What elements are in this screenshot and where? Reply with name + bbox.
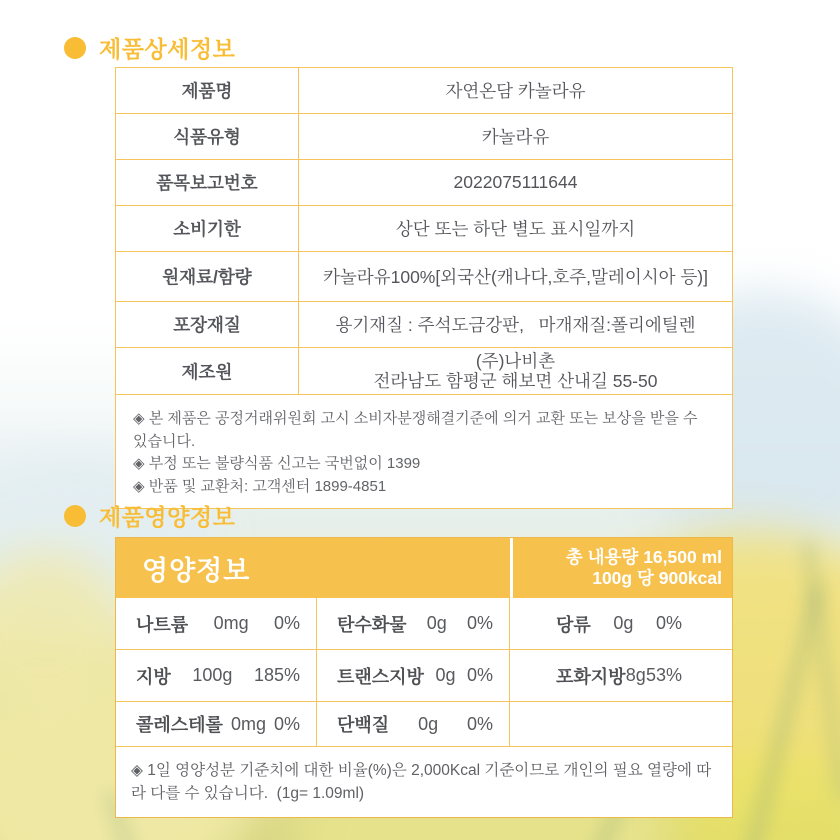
nutrient-cell: 단백질 0g 0% bbox=[317, 702, 510, 747]
row-label: 식품유형 bbox=[116, 114, 299, 159]
row-label: 포장재질 bbox=[116, 302, 299, 347]
nutrition-footnote: ◈ 1일 영양성분 기준치에 대한 비율(%)은 2,000Kcal 기준이므로 개인의 필요 열량에 따라 다를 수 있습니다. (1g= 1.09ml) bbox=[131, 762, 712, 802]
row-value: 카놀라유 bbox=[481, 127, 550, 147]
row-label: 원재료/함량 bbox=[116, 252, 299, 301]
nutrient-cell: 탄수화물 0g 0% bbox=[317, 598, 510, 650]
row-value bbox=[299, 348, 732, 394]
row-value: 2022075111644 bbox=[453, 172, 578, 192]
section-title: 제품영양정보 bbox=[99, 504, 236, 530]
section-header-product-detail bbox=[64, 31, 235, 64]
nutrition-facts-table bbox=[115, 537, 733, 818]
table-row bbox=[116, 68, 732, 114]
table-row bbox=[116, 252, 732, 302]
nutrient-cell: 포화지방 8g 53% bbox=[510, 650, 732, 702]
nutrient-cell: 지방 100g 185% bbox=[116, 650, 317, 702]
table-row bbox=[116, 160, 732, 206]
row-value: 상단 또는 하단 별도 표시일까지 bbox=[395, 219, 636, 239]
nutrient-cell: 콜레스테롤 0mg 0% bbox=[116, 702, 317, 747]
section-bullet-icon bbox=[64, 505, 86, 527]
table-row bbox=[116, 114, 732, 160]
total-volume: 총 내용량 16,500 ml bbox=[565, 547, 722, 567]
note-line: ◈ 본 제품은 공정거래위원회 고시 소비자분쟁해결기준에 의거 교환 또는 보상을 받을 수 있습니다. bbox=[133, 410, 698, 450]
section-bullet-icon bbox=[64, 37, 86, 59]
row-value: 자연온담 카놀라유 bbox=[445, 81, 586, 101]
table-row bbox=[116, 206, 732, 252]
nutrient-cell: 당류 0g 0% bbox=[510, 598, 732, 650]
product-notes bbox=[116, 395, 732, 508]
section-header-nutrition bbox=[64, 499, 235, 532]
calories-per-100g: 100g 당 900kcal bbox=[592, 568, 722, 588]
manufacturer-name: (주)나비촌 bbox=[475, 351, 556, 371]
note-line: ◈ 반품 및 교환처: 고객센터 1899-4851 bbox=[133, 477, 387, 495]
nutrition-grid bbox=[116, 598, 732, 747]
row-label: 품목보고번호 bbox=[116, 160, 299, 205]
row-value: 용기재질 : 주석도금강판, 마개재질:폴리에틸렌 bbox=[335, 315, 696, 335]
table-row bbox=[116, 348, 732, 395]
total-content-info bbox=[566, 547, 722, 589]
table-row bbox=[116, 302, 732, 348]
manufacturer-address: 전라남도 함평군 해보면 산내길 55-50 bbox=[373, 371, 658, 391]
header-divider bbox=[510, 538, 513, 598]
nutrient-cell-empty bbox=[510, 702, 732, 747]
row-label: 제조원 bbox=[116, 348, 299, 394]
product-detail-table bbox=[115, 67, 733, 509]
row-label: 제품명 bbox=[116, 68, 299, 113]
section-title: 제품상세정보 bbox=[99, 36, 236, 62]
nutrition-header-bar bbox=[116, 538, 732, 598]
nutrition-title: 영양정보 bbox=[142, 555, 251, 586]
nutrient-cell: 트랜스지방 0g 0% bbox=[317, 650, 510, 702]
note-line: ◈ 부정 또는 불량식품 신고는 국번없이 1399 bbox=[133, 455, 421, 472]
row-value: 카놀라유100%[외국산(캐나다,호주,말레이시아 등)] bbox=[322, 267, 708, 287]
row-label: 소비기한 bbox=[116, 206, 299, 251]
nutrient-cell: 나트륨 0mg 0% bbox=[116, 598, 317, 650]
